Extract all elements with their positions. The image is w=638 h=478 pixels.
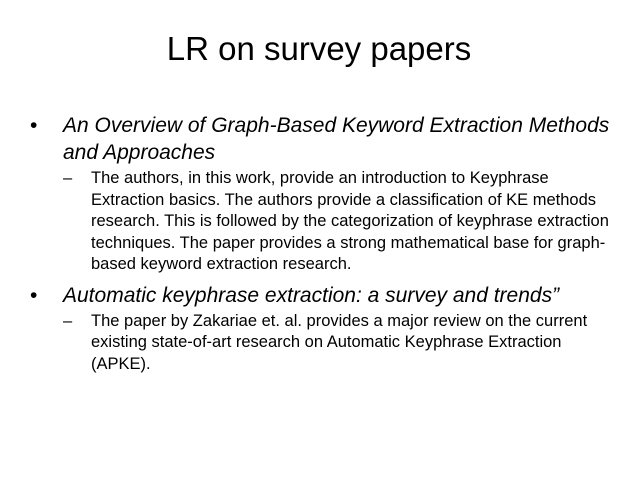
sub-bullet-text: The authors, in this work, provide an introduction to Keyphrase Extraction basics. The authors provide a classification of KE methods research. This is followed by the categorization of keyphrase extraction techniques. The paper provides a strong mathematical base for graph-based keyword extraction research. [91,169,609,273]
slide-body [30,112,615,381]
sub-bullet-item [63,311,615,376]
slide-title: LR on survey papers [166,30,472,67]
bullet-text: Automatic keyphrase extraction: a survey and trends” [63,283,560,307]
bullet-marker: • [30,283,38,307]
bullet-item [30,112,615,166]
bullet-marker: • [30,114,38,137]
bullet-item [30,282,615,309]
sub-bullet-text: The paper by Zakariae et. al. provides a major review on the current existing state-of-art research on Automatic Keyphrase Extraction (APKE). [91,311,588,373]
sub-bullet-marker: – [63,169,73,187]
sub-bullet-marker: – [63,311,73,330]
sub-bullet-item [63,168,615,276]
bullet-text: An Overview of Graph-Based Keyword Extraction Methods and Approaches [63,114,610,164]
